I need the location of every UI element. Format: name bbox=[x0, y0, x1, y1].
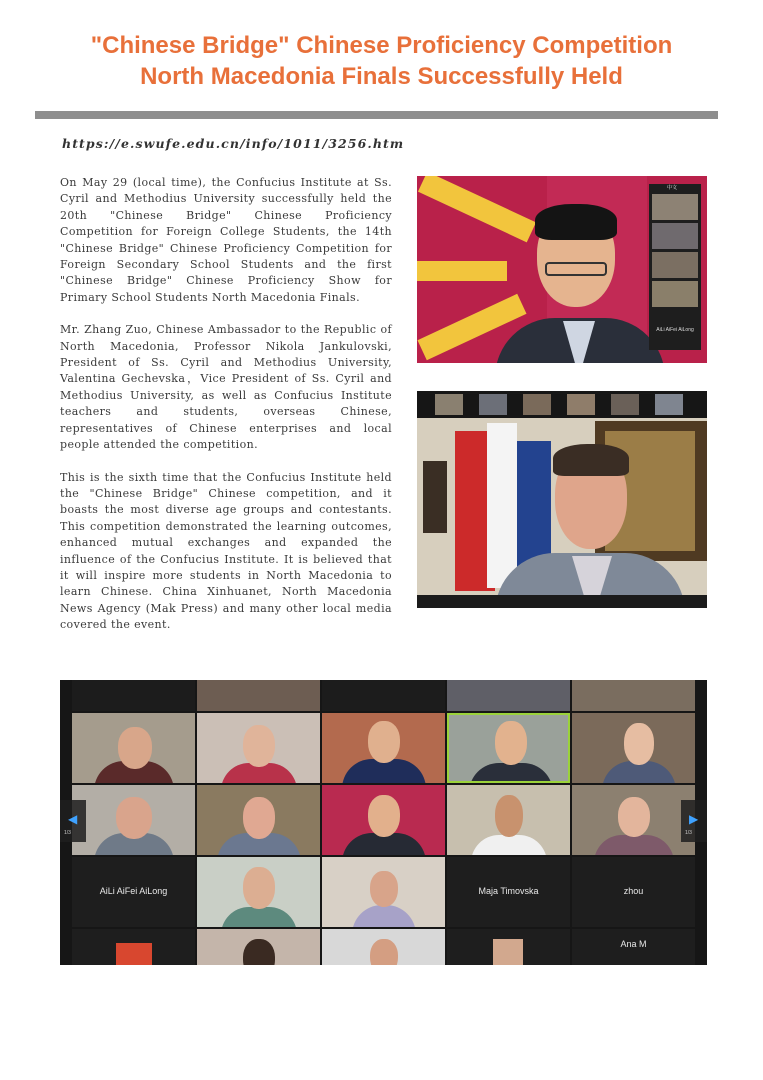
photo-gallery-view bbox=[60, 680, 707, 965]
panel-participant-name: AiLi AiFei AiLong bbox=[656, 327, 694, 333]
participant-face bbox=[243, 867, 275, 909]
speaker-hair bbox=[535, 204, 617, 240]
gallery-next-page[interactable] bbox=[681, 800, 707, 842]
participant-thumb bbox=[652, 281, 698, 307]
participant-thumb bbox=[611, 394, 639, 415]
participant-face bbox=[370, 871, 398, 907]
participant-thumb bbox=[567, 394, 595, 415]
photo-ambassador-video-call bbox=[417, 176, 707, 363]
participant-face bbox=[368, 795, 400, 837]
participant-thumb bbox=[655, 394, 683, 415]
participant-face bbox=[624, 723, 654, 765]
gallery-tile bbox=[447, 785, 570, 855]
wall-frame bbox=[423, 461, 447, 533]
participant-name: zhou bbox=[623, 886, 644, 896]
participant-thumb bbox=[435, 394, 463, 415]
participant-name: Ana M bbox=[620, 939, 647, 949]
participant-body bbox=[469, 763, 553, 783]
gallery-tile bbox=[322, 857, 445, 927]
gallery-tile bbox=[197, 680, 320, 711]
flag-ray bbox=[417, 261, 507, 281]
avatar-placeholder bbox=[116, 943, 152, 965]
university-flag bbox=[487, 423, 517, 588]
participant-face bbox=[243, 797, 275, 839]
gallery-tile bbox=[72, 785, 195, 855]
paragraph-1: On May 29 (local time), the Confucius Institute at Ss. Cyril and Methodius University successfully held the 20th "Chinese Bridge" Chinese Proficiency Competition for Foreign College Students, the 14th "Chinese Bridge" Chinese Proficiency Competition for Foreign Secondary School Students and the first "Chinese Bridge" Chinese Proficiency Show for Primary School Students North Macedonia Finals. bbox=[60, 176, 392, 304]
participant-body bbox=[471, 835, 547, 855]
gallery-tile bbox=[72, 680, 195, 711]
page-indicator: 1/3 bbox=[64, 830, 71, 836]
participant-panel bbox=[649, 184, 701, 350]
meeting-toolbar bbox=[417, 595, 707, 608]
chevron-left-icon: ◀ bbox=[68, 812, 78, 826]
title-line-2: North Macedonia Finals Successfully Held bbox=[140, 63, 623, 90]
gallery-tile bbox=[197, 713, 320, 783]
gallery-tile bbox=[572, 785, 695, 855]
title-divider bbox=[35, 111, 718, 119]
gallery-tile bbox=[572, 929, 695, 965]
participant-body bbox=[594, 835, 674, 855]
gallery-tile bbox=[322, 713, 445, 783]
gallery-tile bbox=[447, 929, 570, 965]
gallery-tile bbox=[572, 713, 695, 783]
participant-face bbox=[618, 797, 650, 837]
gallery-tile bbox=[197, 929, 320, 965]
participant-name: Maja Timovska bbox=[478, 886, 539, 896]
participant-thumb bbox=[479, 394, 507, 415]
gallery-tile bbox=[572, 680, 695, 711]
gallery-tile bbox=[322, 680, 445, 711]
panel-top-label: 中文 bbox=[667, 185, 678, 191]
paragraph-3: This is the sixth time that the Confucius Institute held the "Chinese Bridge" Chinese competition, and it boasts the most diverse age groups and contestants. This competition demonstrated the learning outcomes, enhanced mutual exchanges and expanded the influence of the Confucius Institute. It is believed that it will inspire more students in North Macedonia to learn Chinese. China Xinhuanet, North Macedonia News Agency (Mak Press) and many other local media covered the event. bbox=[60, 470, 392, 632]
participant-name: AiLi AiFei AiLong bbox=[99, 886, 168, 896]
participant-face bbox=[495, 795, 523, 837]
glasses bbox=[545, 262, 607, 276]
participant-face bbox=[368, 721, 400, 763]
gallery-tile bbox=[322, 785, 445, 855]
flag-ray bbox=[418, 176, 536, 242]
participant-thumb bbox=[523, 394, 551, 415]
gallery-tile bbox=[572, 857, 695, 927]
gallery-prev-page[interactable] bbox=[60, 800, 86, 842]
gallery-tile bbox=[447, 857, 570, 927]
participant-face bbox=[495, 721, 527, 765]
gallery-tile bbox=[197, 857, 320, 927]
participant-face bbox=[116, 797, 152, 839]
paragraph-2: Mr. Zhang Zuo, Chinese Ambassador to the Republic of North Macedonia, Professor Nikola Jankulovski, President of Ss. Cyril and Methodius University, Valentina Gechevska，Vice President of Ss. Cyril and Methodius University, as well as Confucius Institute teachers and students, overseas Chinese, representatives of Chinese enterprises and local people attended the competition. bbox=[60, 323, 392, 452]
gallery-tile bbox=[197, 785, 320, 855]
participant-strip bbox=[417, 391, 707, 418]
participant-thumb bbox=[652, 252, 698, 278]
gallery-tile bbox=[72, 713, 195, 783]
page-title bbox=[20, 30, 743, 92]
participant-face bbox=[118, 727, 152, 769]
gallery-tile bbox=[72, 929, 195, 965]
article-body bbox=[60, 175, 392, 650]
chevron-right-icon: ▶ bbox=[689, 812, 699, 826]
gallery-tile bbox=[72, 857, 195, 927]
page-indicator: 1/3 bbox=[685, 830, 692, 836]
participant-face bbox=[243, 939, 275, 965]
source-url[interactable]: https://e.swufe.edu.cn/info/1011/3256.htm bbox=[62, 136, 405, 151]
participant-body bbox=[352, 905, 416, 927]
participant-thumb bbox=[652, 223, 698, 249]
gallery-tile bbox=[447, 680, 570, 711]
participant-face bbox=[370, 939, 398, 965]
participant-face bbox=[243, 725, 275, 767]
participant-thumb bbox=[652, 194, 698, 220]
gallery-tile-active-speaker bbox=[447, 713, 570, 783]
title-line-1: "Chinese Bridge" Chinese Proficiency Competition bbox=[90, 32, 673, 59]
speaker-hair bbox=[553, 444, 629, 476]
avatar-photo bbox=[493, 939, 523, 965]
participant-body bbox=[221, 907, 297, 927]
photo-president-video-call bbox=[417, 391, 707, 608]
gallery-tile bbox=[322, 929, 445, 965]
